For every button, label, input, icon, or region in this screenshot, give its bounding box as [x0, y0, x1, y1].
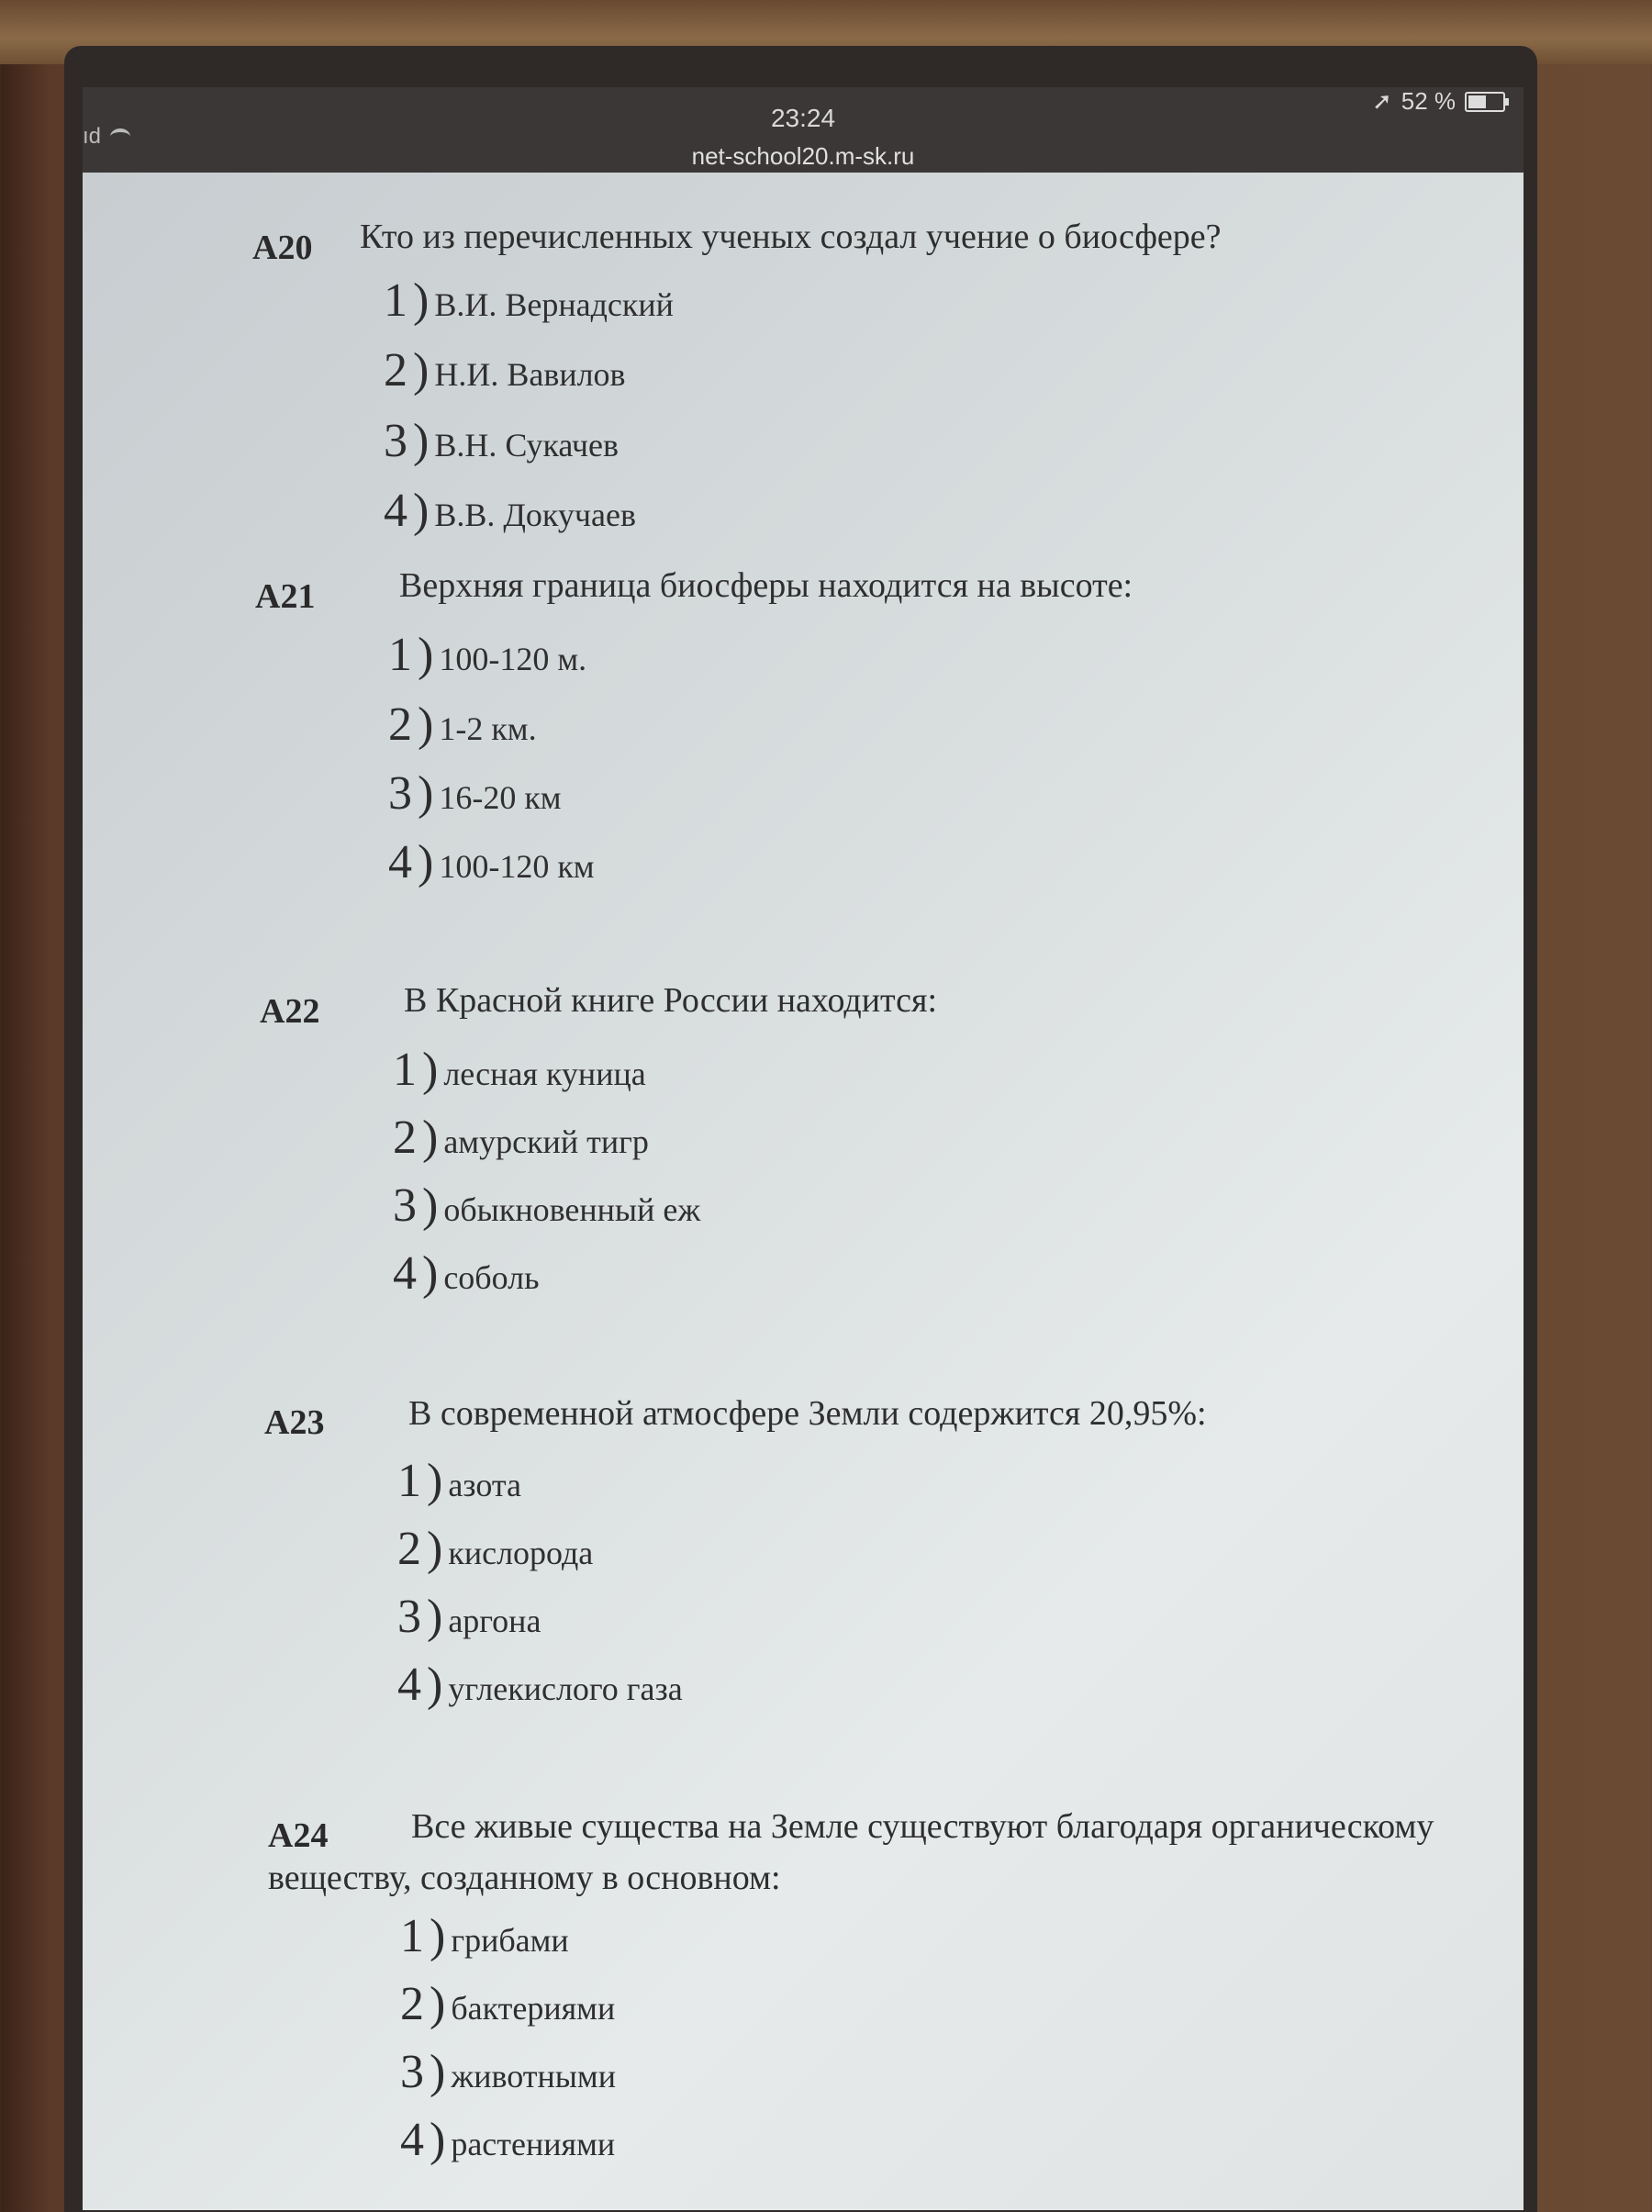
question-text: Верхняя граница биосферы находится на высоте: — [399, 566, 1133, 605]
option-number: 3 — [384, 415, 407, 467]
battery-fill — [1468, 95, 1486, 108]
option-number: 2 — [397, 1523, 421, 1575]
option-number: 1 — [384, 274, 407, 327]
answer-option[interactable]: 4 ) 100-120 км — [388, 836, 595, 888]
option-number: 3 — [400, 2046, 424, 2098]
option-number: 1 — [393, 1044, 417, 1096]
question-number: A22 — [260, 992, 320, 1031]
option-text: кислорода — [448, 1535, 594, 1571]
answer-option[interactable]: 4 ) соболь — [393, 1247, 540, 1300]
question-text-continued: веществу, созданному в основном: — [268, 1859, 781, 1897]
option-number: 2 — [393, 1112, 417, 1164]
answer-option[interactable]: 2 ) 1-2 км. — [388, 698, 537, 751]
option-text: Н.И. Вавилов — [434, 356, 626, 393]
answer-option[interactable]: 4 ) В.В. Докучаев — [384, 485, 636, 537]
battery-percent: 52 % — [1401, 87, 1456, 115]
option-number: 1 — [397, 1455, 421, 1507]
battery-indicator — [1372, 87, 1505, 116]
question-number: A20 — [252, 229, 313, 267]
option-number: 4 — [384, 485, 407, 537]
status-bar — [83, 87, 1524, 179]
question-number: A21 — [255, 577, 316, 616]
answer-option[interactable]: 2 ) Н.И. Вавилов — [384, 344, 626, 397]
answer-option[interactable]: 3 ) животными — [400, 2046, 616, 2098]
answer-option[interactable]: 3 ) аргона — [397, 1591, 541, 1643]
question-text: В Красной книге России находится: — [404, 981, 938, 1020]
web-page-content — [83, 173, 1524, 2210]
answer-option[interactable]: 4 ) растениями — [400, 2114, 616, 2166]
option-number: 4 — [393, 1247, 417, 1300]
answer-option[interactable]: 2 ) кислорода — [397, 1523, 594, 1575]
option-number: 4 — [388, 836, 412, 888]
option-number: 2 — [388, 698, 412, 751]
option-text: В.Н. Сукачев — [434, 427, 620, 464]
option-text: грибами — [451, 1922, 569, 1959]
option-text: В.В. Докучаев — [434, 497, 636, 533]
carrier-label: ıd — [83, 124, 102, 149]
answer-option[interactable]: 1 ) 100-120 м. — [388, 629, 587, 681]
answer-option[interactable]: 1 ) лесная куница — [393, 1044, 646, 1096]
option-text: соболь — [443, 1259, 540, 1296]
option-text: 100-120 км — [439, 848, 595, 885]
option-number: 4 — [397, 1659, 421, 1711]
option-text: аргона — [448, 1603, 541, 1639]
clock: 23:24 — [770, 104, 836, 132]
option-text: растениями — [451, 2126, 616, 2162]
option-text: 1-2 км. — [439, 710, 537, 747]
answer-option[interactable]: 3 ) обыкновенный еж — [393, 1179, 701, 1232]
question-text: Кто из перечисленных ученых создал учение о биосфере? — [360, 218, 1222, 256]
option-number: 3 — [397, 1591, 421, 1643]
option-text: азота — [448, 1467, 521, 1503]
option-text: обыкновенный еж — [443, 1191, 701, 1228]
answer-option[interactable]: 3 ) В.Н. Сукачев — [384, 415, 620, 467]
address-bar-url[interactable]: net-school20.m-sk.ru — [691, 142, 915, 170]
option-number: 1 — [400, 1910, 424, 1962]
option-text: углекислого газа — [448, 1670, 683, 1707]
question-number: A24 — [268, 1816, 329, 1855]
answer-option[interactable]: 1 ) В.И. Вернадский — [384, 274, 674, 327]
answer-option[interactable]: 1 ) грибами — [400, 1910, 569, 1962]
option-number: 3 — [393, 1179, 417, 1232]
location-arrow-icon: ➚ — [1371, 87, 1392, 115]
option-number: 2 — [400, 1978, 424, 2030]
answer-option[interactable]: 2 ) бактериями — [400, 1978, 616, 2030]
answer-option[interactable]: 4 ) углекислого газа — [397, 1659, 683, 1711]
question-number: A23 — [264, 1403, 325, 1442]
option-number: 2 — [384, 344, 407, 397]
option-text: животными — [451, 2058, 616, 2095]
option-text: лесная куница — [443, 1056, 646, 1092]
option-number: 4 — [400, 2114, 424, 2166]
answer-option[interactable]: 1 ) азота — [397, 1455, 521, 1507]
option-text: амурский тигр — [443, 1123, 649, 1160]
option-text: бактериями — [451, 1990, 616, 2027]
option-number: 1 — [388, 629, 412, 681]
option-text: 100-120 м. — [439, 641, 587, 677]
answer-option[interactable]: 2 ) амурский тигр — [393, 1112, 649, 1164]
option-text: 16-20 км — [439, 779, 562, 816]
answer-option[interactable]: 3 ) 16-20 км — [388, 767, 562, 820]
question-text: Все живые существа на Земле существуют благодаря органическому — [411, 1807, 1434, 1846]
question-text: В современной атмосфере Земли содержится 20,95%: — [408, 1394, 1207, 1433]
option-text: В.И. Вернадский — [434, 286, 674, 323]
option-number: 3 — [388, 767, 412, 820]
battery-icon — [1465, 92, 1505, 112]
